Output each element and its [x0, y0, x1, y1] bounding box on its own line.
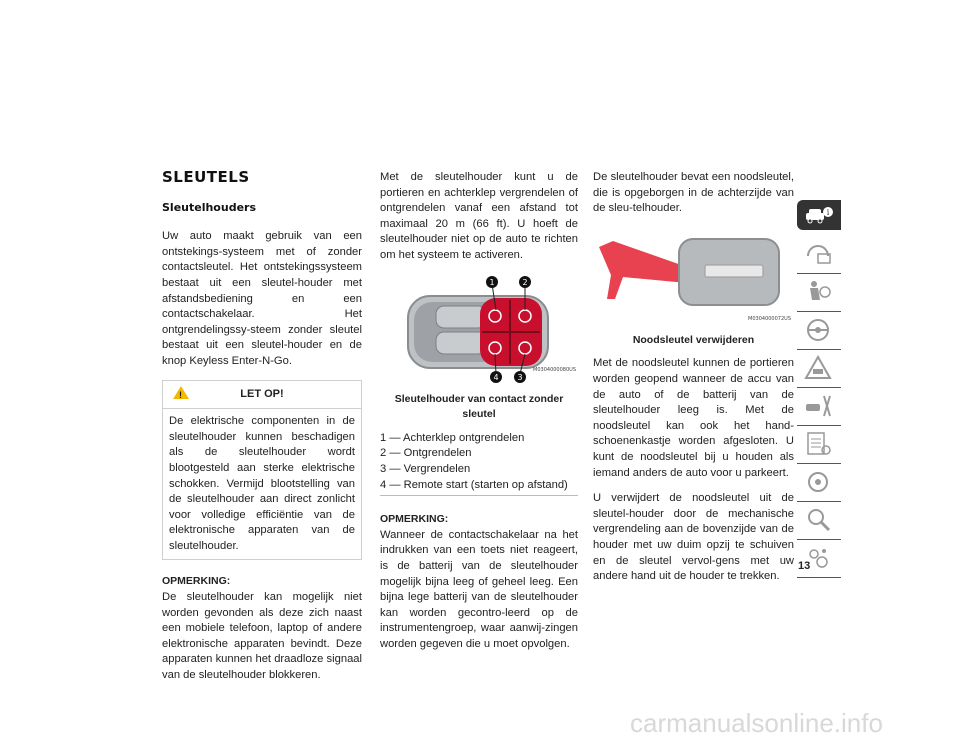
emergency-key-intro: De sleutelhouder bevat een noodsleutel, die is opgeborgen in de achterzijde van de sleu-telhouder. — [593, 171, 794, 215]
legend-list — [380, 431, 578, 496]
section-title: SLEUTELS — [162, 168, 250, 186]
tab-driving[interactable] — [797, 312, 841, 350]
note-label: OPMERKING: — [162, 575, 231, 588]
callout-1: 1 — [489, 277, 495, 287]
warning-car-icon — [804, 354, 834, 382]
key-fob-illustration — [380, 274, 578, 386]
legend-item: 3 — Vergrendelen — [380, 462, 471, 475]
tab-search[interactable] — [797, 502, 841, 540]
emergency-key-figure — [593, 227, 794, 327]
tab-multimedia[interactable] — [797, 464, 841, 502]
column-2 — [380, 170, 578, 662]
intro-paragraph: Uw auto maakt gebruik van een ontstekings-systeem met of zonder contactsleutel. Het ontstekingssysteem bestaat uit een sleutel-houder met afstandsbediening en een contactschakelaar. Het ontgrendelingssy-steem zonder sleutel bestaat uit een sleutel-houder en de knop Keyless Enter-N-Go. — [162, 230, 362, 367]
note-text: De sleutelhouder kan mogelijk niet worden gevonden als deze zich naast een mobiele telefoon, laptop of andere elektronische apparaten bevindt. Deze apparaten kunnen het draadloze signaal van de sleutelhouder blokkeren. — [162, 591, 362, 682]
svg-text:i: i — [826, 208, 830, 217]
figure-code: M0304000072US — [748, 315, 791, 322]
service-tools-icon — [804, 392, 834, 420]
legend-item: 2 — Ontgrendelen — [380, 447, 472, 460]
warning-text: De elektrische componenten in de sleutelhouder kunnen beschadigen als de sleutelhouder wordt blootgesteld aan sterke elektrische schokken. Vermijd blootstelling van de sleutelhouder aan direct zonlicht voor volledige efficiëntie van de elektronische apparaten van de sleutelhouder. — [169, 415, 355, 552]
callout-3: 3 — [517, 372, 523, 382]
chapter-tabs — [797, 200, 841, 578]
callout-4: 4 — [493, 372, 499, 382]
multimedia-icon — [804, 468, 834, 496]
specs-list-icon — [804, 430, 834, 458]
tab-emergency[interactable] — [797, 350, 841, 388]
figure-caption: Sleutelhouder van contact zonder sleutel — [394, 392, 564, 421]
page-number: 13 — [798, 560, 811, 572]
note-label: OPMERKING: — [380, 513, 449, 526]
figure-code: M0304000080US — [533, 366, 576, 373]
figure-caption: Noodsleutel verwijderen — [632, 333, 755, 346]
tab-specs[interactable] — [797, 426, 841, 464]
warning-title: LET OP! — [240, 387, 284, 400]
car-info-icon — [804, 204, 834, 226]
key-fob-figure — [380, 274, 578, 386]
paragraph: U verwijdert de noodsleutel uit de sleutel-houder door de mechanische vergrendeling aan de bovenzijde van de houder met uw duim opzij te schuiven en de sleutel vervol-gens met uw andere hand uit de houder te trekken. — [593, 492, 794, 583]
search-icon — [804, 506, 834, 534]
tab-service[interactable] — [797, 388, 841, 426]
warning-box — [162, 380, 362, 561]
steering-wheel-icon — [804, 316, 834, 344]
legend-item: 1 — Achterklep ontgrendelen — [380, 431, 525, 444]
dashboard-message-icon — [804, 240, 834, 268]
tab-car-info[interactable] — [797, 200, 841, 230]
tab-index[interactable] — [797, 540, 841, 578]
fob-intro-paragraph: Met de sleutelhouder kunt u de portieren en achterklep vergrendelen of ontgrendelen vanaf een afstand tot maximaal 20 m (66 ft). U hoeft de sleutelhouder niet op de auto te richten om het systeem te activeren. — [380, 171, 578, 261]
tab-dashboard[interactable] — [797, 236, 841, 274]
seatbelt-airbag-icon — [804, 278, 834, 306]
column-1 — [162, 168, 362, 694]
paragraph: Met de noodsleutel kunnen de portieren worden geopend wanneer de accu van de auto of de batterij van de sleutelhouder leeg is. Met de noodsleutel kan ook het hand-schoenenkastje worden afgesloten. U kunt de noodsleutel bij u houden als iemand anders de auto voor u parkeert. — [593, 357, 794, 479]
watermark: carmanualsonline.info — [630, 708, 883, 738]
tab-safety[interactable] — [797, 274, 841, 312]
note-text: Wanneer de contactschakelaar na het indrukken van een toets niet reageert, is de batterij van de sleutelhouder mogelijk bijna leeg of geheel leeg. Een bijna lege batterij van de sleutelhouder kan worden gecontro-leerd op de instrumentengroep, waar aanwij-zingen worden gegeven die u moet opvolgen. — [380, 528, 578, 650]
warning-header — [163, 381, 361, 410]
warning-triangle-icon: ! — [173, 386, 189, 399]
emergency-key-illustration — [593, 227, 794, 327]
column-3 — [593, 170, 794, 595]
callout-2: 2 — [522, 277, 528, 287]
legend-item: 4 — Remote start (starten op afstand) — [380, 478, 568, 491]
subsection-title: Sleutelhouders — [162, 200, 256, 214]
